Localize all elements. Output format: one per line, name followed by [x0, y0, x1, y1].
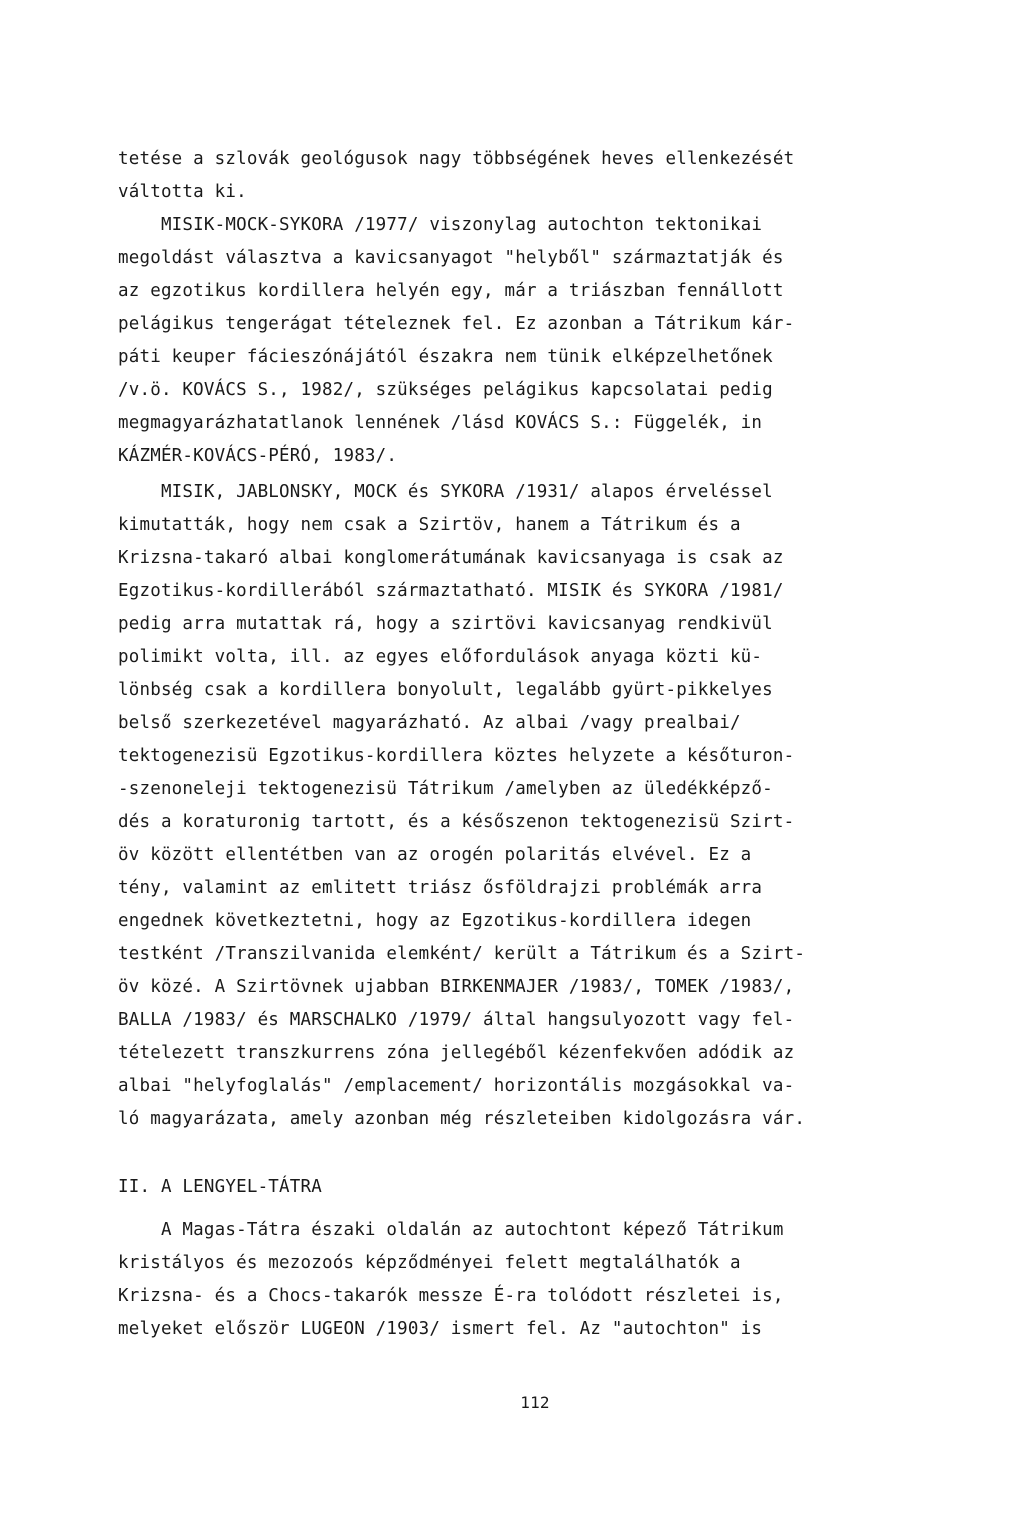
text-line: az egzotikus kordillera helyén egy, már a triászban fennállott: [118, 281, 784, 301]
text-line: polimikt volta, ill. az egyes előfordulások anyaga közti kü-: [118, 647, 763, 667]
text-line: MISIK, JABLONSKY, MOCK és SYKORA /1931/ alapos érveléssel: [118, 482, 773, 502]
text-line: tételezett transzkurrens zóna jellegéből kézenfekvően adódik az: [118, 1043, 795, 1063]
text-line: ló magyarázata, amely azonban még részleteiben kidolgozásra vár.: [118, 1109, 806, 1129]
text-line: testként /Transzilvanida elemként/ került a Tátrikum és a Szirt-: [118, 944, 806, 964]
text-line: MISIK-MOCK-SYKORA /1977/ viszonylag autochton tektonikai: [118, 215, 763, 235]
text-line: öv közé. A Szirtövnek ujabban BIRKENMAJER /1983/, TOMEK /1983/,: [118, 977, 795, 997]
text-line: engednek következtetni, hogy az Egzotikus-kordillera idegen: [118, 911, 752, 931]
text-line: albai "helyfoglalás" /emplacement/ horizontális mozgásokkal va-: [118, 1076, 795, 1096]
section-heading: II. A LENGYEL-TÁTRA: [118, 1177, 322, 1197]
text-line: kristályos és mezozoós képződményei felett megtalálhatók a: [118, 1253, 741, 1273]
text-line: kimutatták, hogy nem csak a Szirtöv, hanem a Tátrikum és a: [118, 515, 741, 535]
text-line: Egzotikus-kordillerából származtatható. MISIK és SYKORA /1981/: [118, 581, 784, 601]
text-line: dés a koraturonig tartott, és a későszenon tektogenezisü Szirt-: [118, 812, 795, 832]
text-line: tény, valamint az emlitett triász ősföldrajzi problémák arra: [118, 878, 763, 898]
text-line: váltotta ki.: [118, 182, 247, 202]
text-line: Krizsna-takaró albai konglomerátumának kavicsanyaga is csak az: [118, 548, 784, 568]
text-line: tetése a szlovák geológusok nagy többségének heves ellenkezését: [118, 149, 795, 169]
text-line: pedig arra mutattak rá, hogy a szirtövi kavicsanyag rendkivül: [118, 614, 773, 634]
text-line: melyeket először LUGEON /1903/ ismert fel. Az "autochton" is: [118, 1319, 763, 1339]
page-number: 112: [520, 1393, 550, 1412]
text-line: KÁZMÉR-KOVÁCS-PÉRÓ, 1983/.: [118, 446, 398, 466]
text-line: belső szerkezetével magyarázható. Az albai /vagy prealbai/: [118, 713, 741, 733]
text-line: Krizsna- és a Chocs-takarók messze É-ra tolódott részletei is,: [118, 1286, 784, 1306]
text-line: páti keuper fácieszónájától északra nem tünik elképzelhetőnek: [118, 347, 773, 367]
text-line: öv között ellentétben van az orogén polaritás elvével. Ez a: [118, 845, 752, 865]
text-line: lönbség csak a kordillera bonyolult, legalább gyürt-pikkelyes: [118, 680, 773, 700]
text-line: BALLA /1983/ és MARSCHALKO /1979/ által hangsulyozott vagy fel-: [118, 1010, 795, 1030]
text-line: pelágikus tengerágat tételeznek fel. Ez azonban a Tátrikum kár-: [118, 314, 795, 334]
text-line: -szenoneleji tektogenezisü Tátrikum /amelyben az üledékképző-: [118, 779, 773, 799]
text-line: megoldást választva a kavicsanyagot "helyből" származtatják és: [118, 248, 784, 268]
text-line: A Magas-Tátra északi oldalán az autochtont képező Tátrikum: [118, 1220, 784, 1240]
text-line: megmagyarázhatatlanok lennének /lásd KOVÁCS S.: Függelék, in: [118, 413, 763, 433]
text-line: tektogenezisü Egzotikus-kordillera köztes helyzete a későturon-: [118, 746, 795, 766]
text-line: /v.ö. KOVÁCS S., 1982/, szükséges pelágikus kapcsolatai pedig: [118, 380, 773, 400]
